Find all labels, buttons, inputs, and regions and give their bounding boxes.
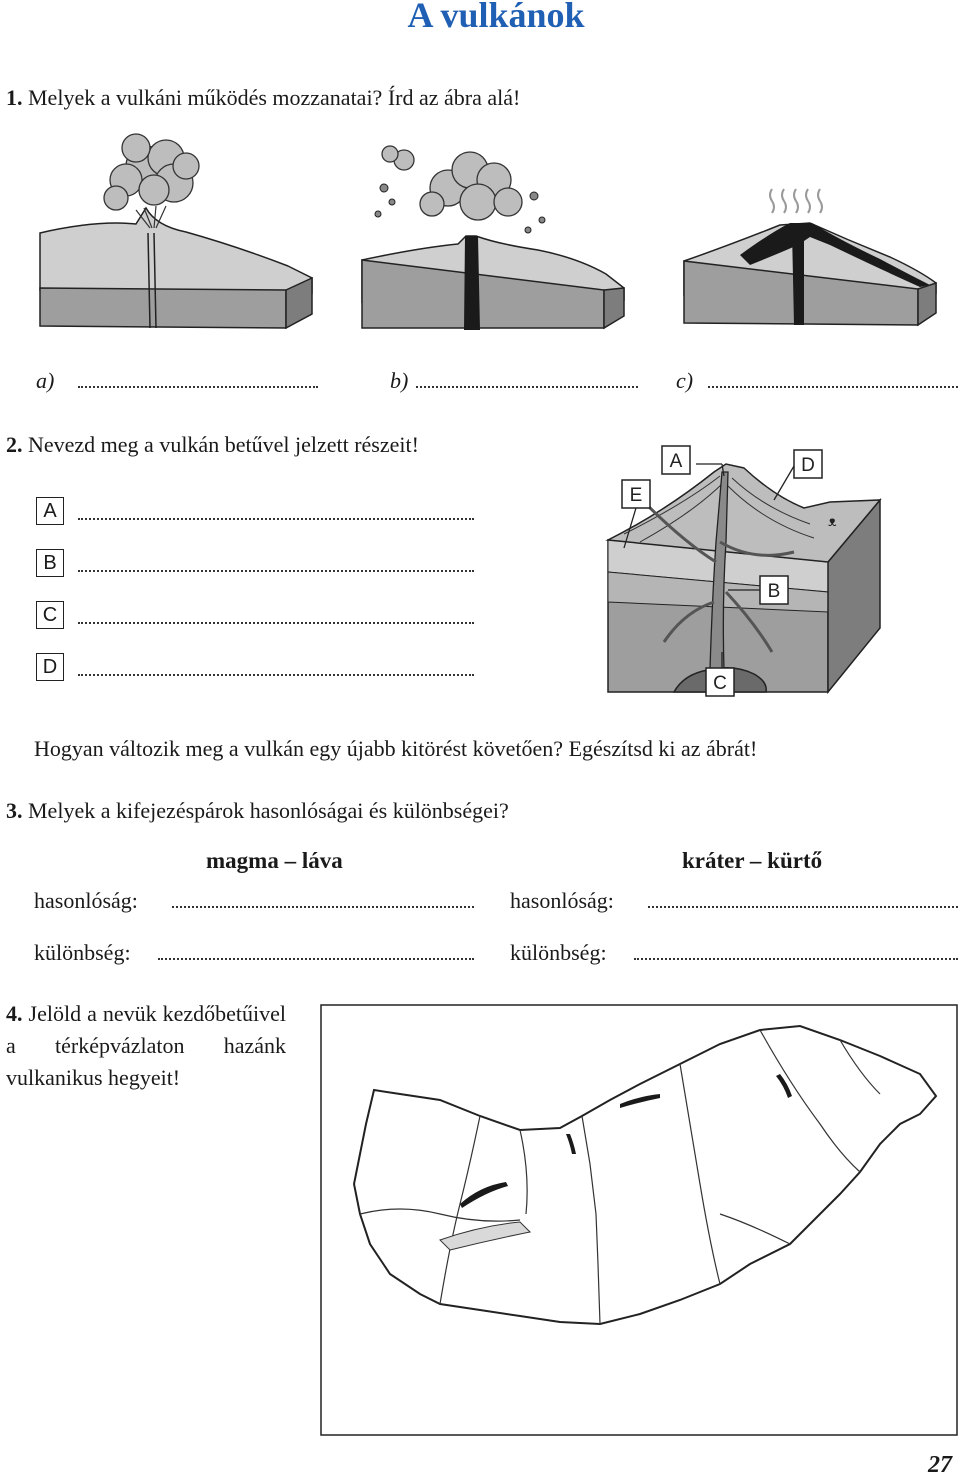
pair2-difference-line[interactable] xyxy=(634,958,958,960)
letter-box-d: D xyxy=(36,653,64,681)
diagram-label-b: B xyxy=(767,581,781,602)
pair2-similarity-label: hasonlóság: xyxy=(510,888,614,913)
task2-text: Nevezd meg a vulkán betűvel jelzett részeit! xyxy=(28,432,419,457)
part-answer-line-a[interactable] xyxy=(78,518,474,520)
task4-question xyxy=(6,998,286,1094)
volcano-cross-section-diagram xyxy=(604,442,890,698)
answer-label-c: c) xyxy=(676,368,694,393)
answer-label-b: b) xyxy=(390,368,409,393)
volcano-eruption-illustration-1 xyxy=(36,128,326,333)
pair1-similarity-label: hasonlóság: xyxy=(34,888,138,913)
pair2-similarity-line[interactable] xyxy=(648,906,958,908)
task1-question xyxy=(6,85,520,111)
pair2-title: kráter – kürtő xyxy=(682,848,823,873)
answer-label-a: a) xyxy=(36,368,55,393)
diagram-label-d: D xyxy=(801,455,815,476)
svg-text:ᴥ: ᴥ xyxy=(828,513,837,529)
task2-question xyxy=(6,432,419,458)
answer-line-a[interactable] xyxy=(78,386,318,388)
part-answer-line-b[interactable] xyxy=(78,570,474,572)
task2-followup: Hogyan változik meg a vulkán egy újabb kitörést követően? Egészítsd ki az ábrát! xyxy=(34,736,758,761)
pair1-similarity-line[interactable] xyxy=(172,906,474,908)
diagram-label-e: E xyxy=(629,485,643,506)
task1-text: Melyek a vulkáni működés mozzanatai? Írd az ábra alá! xyxy=(28,85,521,110)
hungary-outline-map[interactable] xyxy=(320,1004,958,1436)
pair2-difference-label: különbség: xyxy=(510,940,607,965)
letter-box-c: C xyxy=(36,601,64,629)
part-answer-line-c[interactable] xyxy=(78,622,474,624)
pair1-title: magma – láva xyxy=(206,848,343,873)
volcano-eruption-illustration-2 xyxy=(358,140,638,335)
task3-text: Melyek a kifejezéspárok hasonlóságai és különbségei? xyxy=(28,798,509,823)
task3-question xyxy=(6,798,509,824)
answer-line-b[interactable] xyxy=(416,386,638,388)
letter-box-b: B xyxy=(36,549,64,577)
task4-text: Jelöld a nevük kezdőbetűivel a térképvázlaton hazánk vulkanikus hegyeit! xyxy=(6,1001,287,1090)
volcano-eruption-illustration-3 xyxy=(680,185,960,330)
task3-number: 3. xyxy=(6,798,23,823)
part-answer-line-d[interactable] xyxy=(78,674,474,676)
page-number: 27 xyxy=(928,1452,952,1478)
task4-number: 4. xyxy=(6,1001,23,1026)
pair1-difference-line[interactable] xyxy=(158,958,474,960)
page-title: A vulkánok xyxy=(407,0,585,35)
diagram-label-a: A xyxy=(669,451,683,472)
letter-box-a: A xyxy=(36,497,64,525)
answer-line-c[interactable] xyxy=(708,386,958,388)
pair1-difference-label: különbség: xyxy=(34,940,131,965)
diagram-label-c: C xyxy=(713,673,727,694)
task2-number: 2. xyxy=(6,432,23,457)
task1-number: 1. xyxy=(6,85,23,110)
